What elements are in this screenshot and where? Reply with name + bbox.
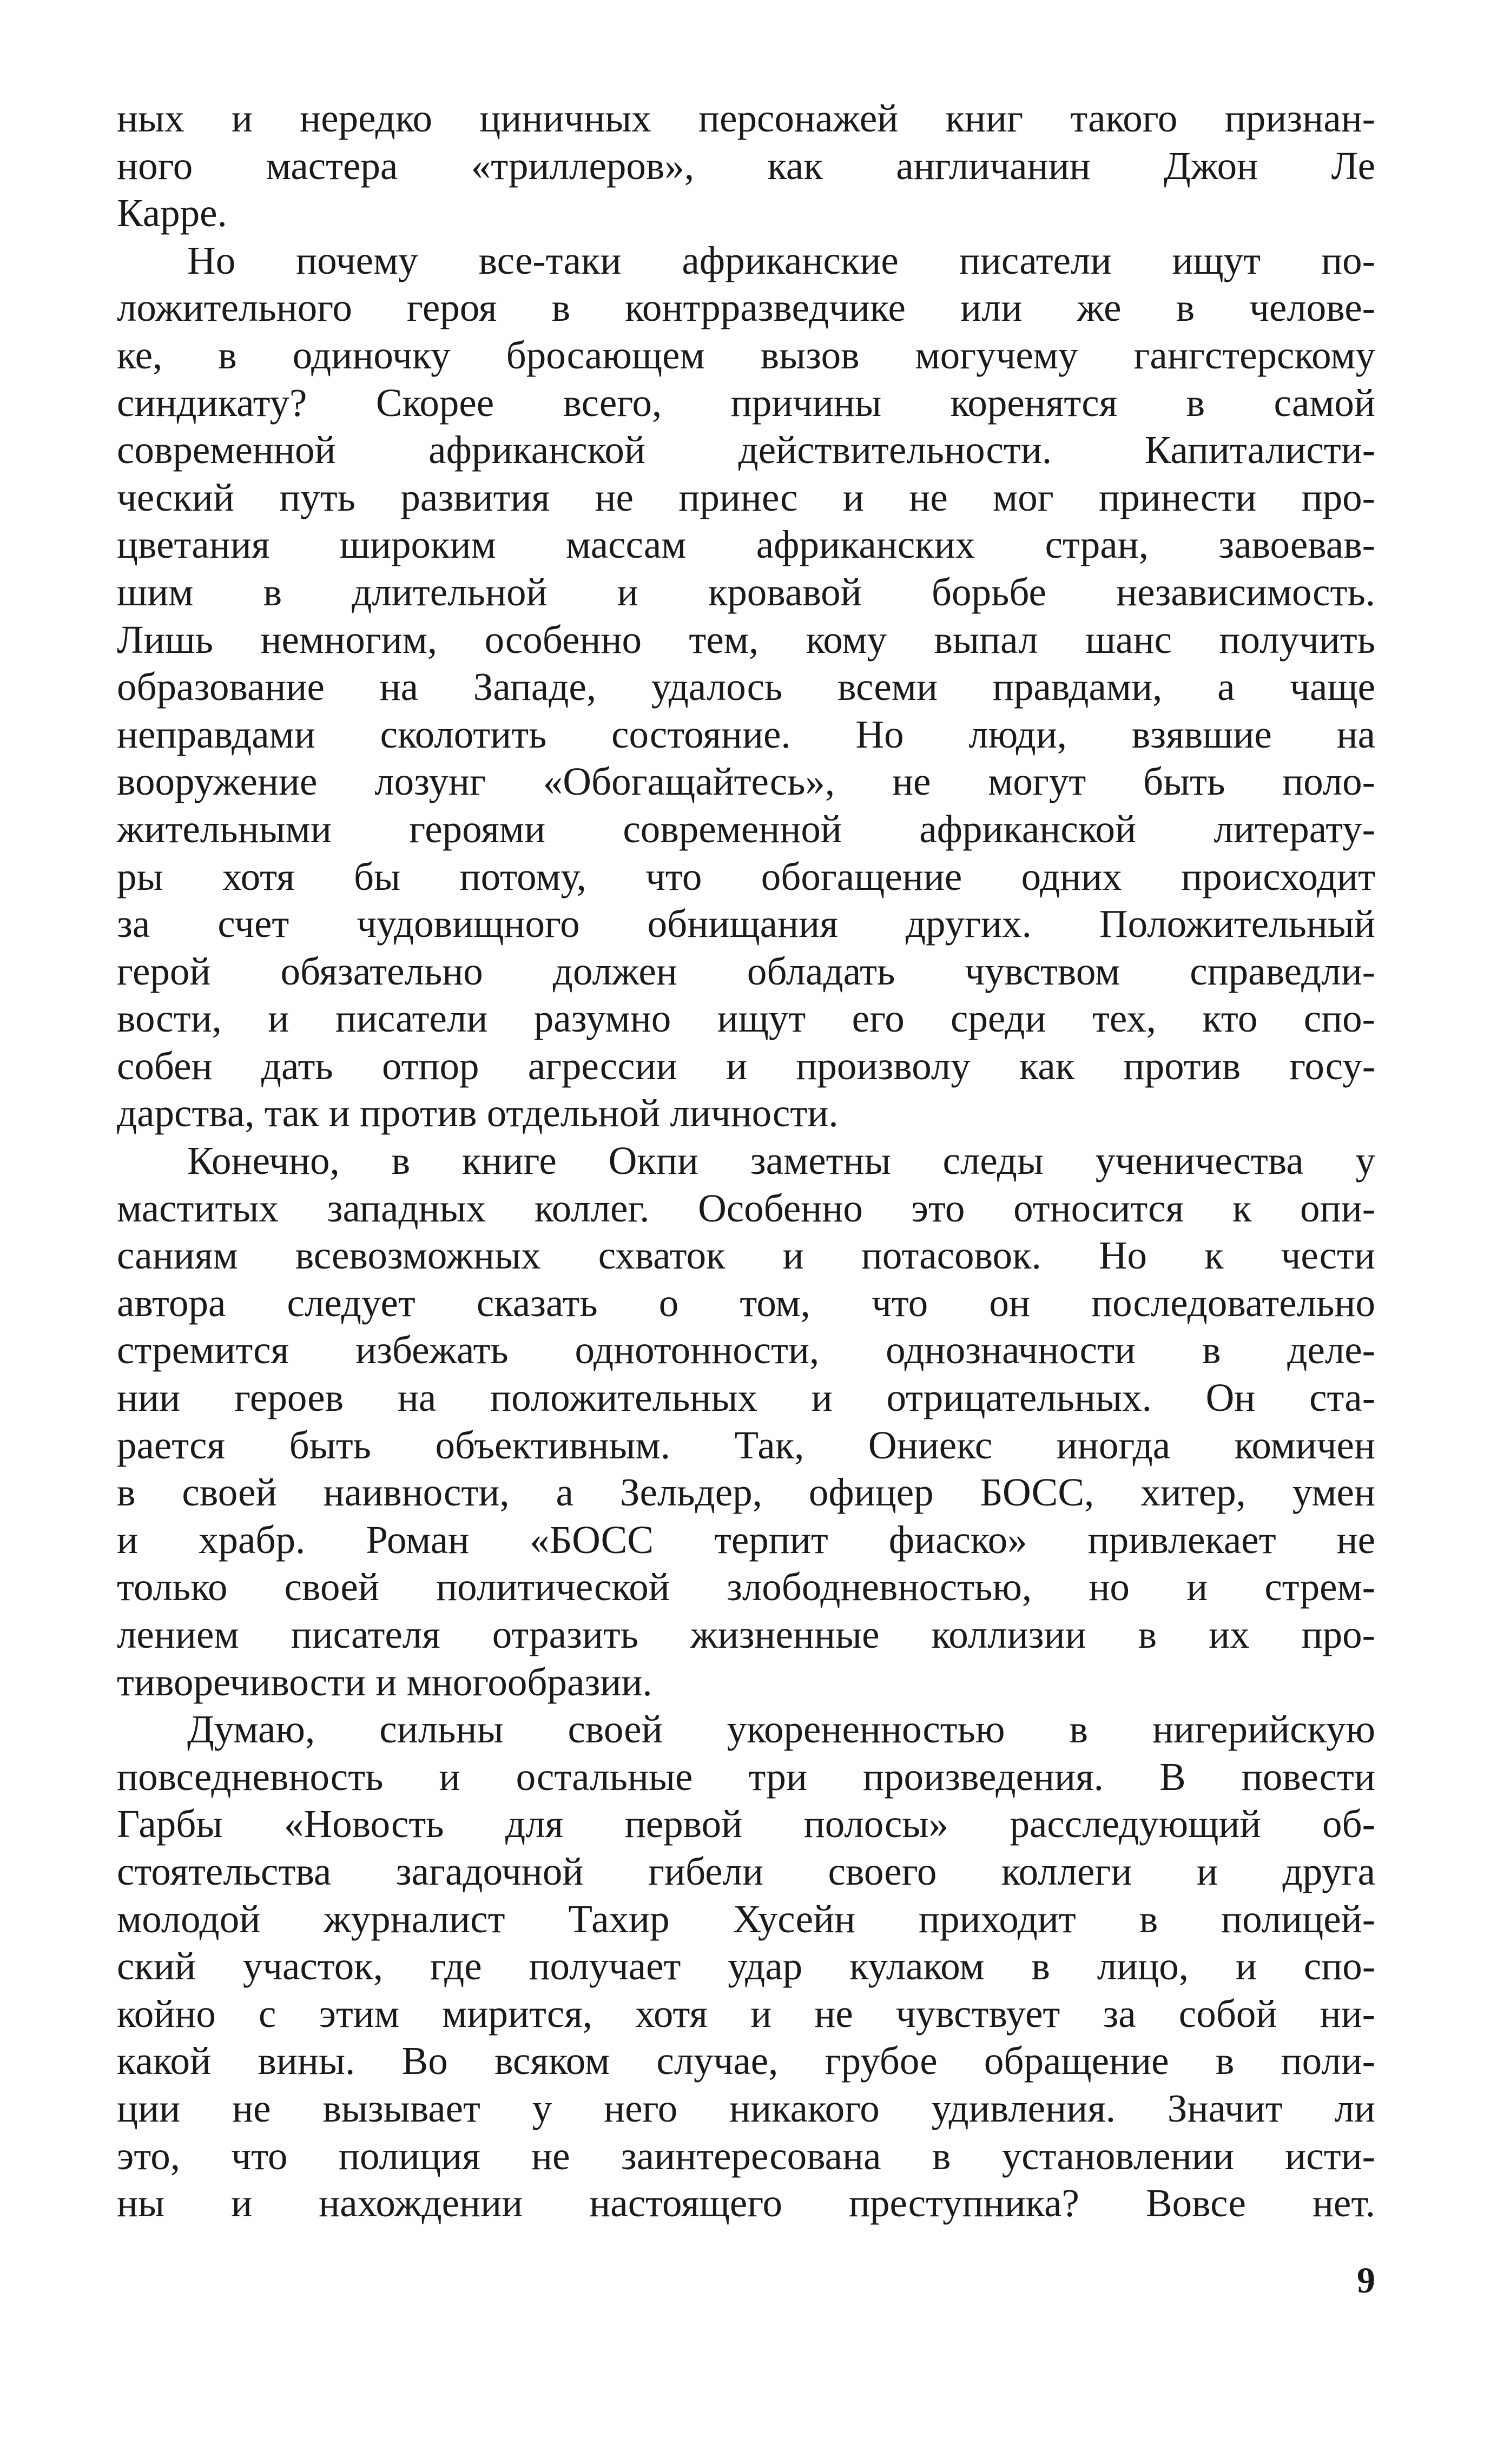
text-line: герой обязательно должен обладать чувством справедли- [117,949,1375,993]
text-line: ский участок, где получает удар кулаком в лицо, и спо- [117,1944,1375,1989]
text-line: за счет чудовищного обнищания других. Положительный [117,902,1375,946]
text-line: ложительного героя в контрразведчике или же в челове- [117,286,1375,330]
text-line: современной африканской действительности. Капиталисти- [117,428,1375,472]
text-line: стремится избежать однотонности, однозначности в деле- [117,1328,1375,1372]
text-line: рается быть объективным. Так, Ониекс иногда комичен [117,1423,1375,1467]
text-line: вооружение лозунг «Обогащайтесь», не могут быть поло- [117,759,1375,804]
text-line: ны и нахождении настоящего преступника? Вовсе нет. [117,2181,1375,2225]
text-line: стоятельства загадочной гибели своего коллеги и друга [117,1849,1375,1893]
page-number: 9 [1357,2260,1375,2301]
text-line: автора следует сказать о том, что он последовательно [117,1280,1375,1325]
text-line: Но почему все-таки африканские писатели ищут по- [187,238,1375,282]
text-line: саниям всевозможных схваток и потасовок. Но к чести [117,1233,1375,1278]
text-line: образование на Западе, удалось всеми правдами, а чаще [117,665,1375,709]
text-line: Карре. [117,191,227,235]
text-line: Конечно, в книге Окпи заметны следы ученичества у [187,1139,1375,1183]
text-line: синдикату? Скорее всего, причины коренятся в самой [117,380,1375,425]
text-line: это, что полиция не заинтересована в установлении исти- [117,2133,1375,2178]
text-line: ке, в одиночку бросающем вызов могучему гангстерскому [117,333,1375,377]
text-line: койно с этим мирится, хотя и не чувствует за собой ни- [117,1991,1375,2036]
text-line: тиворечивости и многообразии. [117,1660,652,1704]
text-line: жительными героями современной африканской литерату- [117,807,1375,851]
text-line: молодой журналист Тахир Хусейн приходит в полицей- [117,1897,1375,1941]
text-line: собен дать отпор агрессии и произволу как против госу- [117,1043,1375,1088]
text-line: шим в длительной и кровавой борьбе независимость. [117,570,1375,614]
page-body-text [117,95,1375,2227]
text-line: лением писателя отразить жизненные коллизии в их про- [117,1613,1375,1656]
text-line: какой вины. Во всяком случае, грубое обращение в поли- [117,2039,1375,2083]
text-line: и храбр. Роман «БОСС терпит фиаско» привлекает не [117,1517,1375,1562]
text-line: повседневность и остальные три произведения. В повести [117,1754,1375,1799]
text-line: вости, и писатели разумно ищут его среди тех, кто спо- [117,996,1375,1041]
text-line: нии героев на положительных и отрицательных. Он ста- [117,1376,1375,1420]
text-line: Думаю, сильны своей укорененностью в нигерийскую [187,1707,1375,1752]
text-line: в своей наивности, а Зельдер, офицер БОСС, хитер, умен [117,1470,1375,1515]
text-line: ции не вызывает у него никакого удивления. Значит ли [117,2086,1375,2130]
text-line: только своей политической злободневностью, но и стрем- [117,1565,1375,1609]
text-line: Гарбы «Новость для первой полосы» расследующий об- [117,1802,1375,1846]
text-line: ры хотя бы потому, что обогащение одних происходит [117,854,1375,899]
text-line: Лишь немногим, особенно тем, кому выпал шанс получить [117,617,1375,662]
text-line: ного мастера «триллеров», как англичанин Джон Ле [117,143,1375,188]
text-line: неправдами сколотить состояние. Но люди, взявшие на [117,712,1375,756]
text-line: ческий путь развития не принес и не мог принести про- [117,475,1375,519]
text-line: маститых западных коллег. Особенно это относится к опи- [117,1186,1375,1230]
text-line: ных и нередко циничных персонажей книг такого признан- [117,96,1375,140]
text-line: дарства, так и против отдельной личности. [117,1091,839,1135]
text-line: цветания широким массам африканских стран, завоевав- [117,523,1375,567]
